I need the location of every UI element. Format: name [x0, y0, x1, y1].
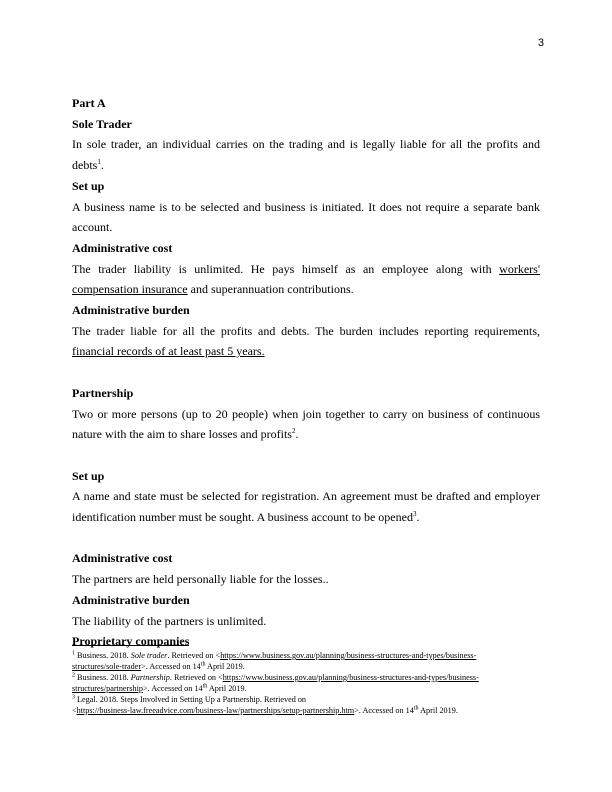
sole-trader-heading: Sole Trader: [72, 116, 132, 131]
ordinal-suffix: th: [413, 705, 419, 712]
footnote-retrieved: . Retrieved on <: [167, 651, 221, 660]
footnote-year: April 2019.: [207, 684, 247, 693]
footnote-year: April 2019.: [205, 662, 245, 671]
page-number: 3: [537, 37, 544, 49]
footnote-link[interactable]: structures/sole-trader: [72, 662, 142, 671]
document-body: [72, 93, 540, 652]
partnership-setup-line2: [72, 507, 540, 528]
footnote-year: April 2019.: [418, 706, 458, 715]
footnote-link[interactable]: https://www.business.gov.au/planning/business-structures-and-types/business-: [222, 673, 479, 682]
period: .: [100, 158, 104, 173]
footnote-ref-1[interactable]: 1: [97, 158, 101, 167]
sole-trader-intro-line1: In sole trader, an individual carries on the trading and is legally liable for all the profits and: [72, 137, 540, 152]
admin-cost-text: The trader liability is unlimited. He pays himself as an employee along with: [72, 261, 492, 276]
ordinal-suffix: th: [202, 683, 208, 690]
footnotes: [72, 645, 540, 716]
sole-trader-setup-line2: account.: [72, 220, 113, 235]
spacer: [72, 445, 540, 466]
footnote-2: [72, 672, 540, 694]
sole-trader-setup-line1: A business name is to be selected and business is initiated. It does not require a separate bank: [72, 199, 540, 214]
footnote-link[interactable]: https://business-law.freeadvice.com/business-law/partnerships/setup-partnership.htm: [76, 706, 355, 715]
sole-trader-setup-heading: Set up: [72, 178, 105, 193]
workers-link[interactable]: workers': [499, 261, 540, 276]
spacer: [72, 362, 540, 383]
period: .: [295, 427, 299, 442]
sole-trader-admin-cost-heading: Administrative cost: [72, 240, 173, 255]
footnote-3: [72, 694, 540, 716]
spacer: [72, 528, 540, 549]
footnote-number: 3: [72, 694, 75, 701]
sole-trader-admin-cost-line2: [72, 279, 540, 300]
footnote-1: [72, 650, 540, 672]
sole-trader-intro-text: debts: [72, 158, 98, 173]
partnership-admin-burden-text: The liability of the partners is unlimited.: [72, 613, 267, 628]
footnote-source: Legal. 2018. Steps Involved in Setting Up a Partnership. Retrieved on: [77, 695, 307, 704]
footnote-number: 1: [72, 650, 75, 657]
partnership-heading: Partnership: [72, 385, 134, 400]
partnership-admin-cost-text: The partners are held personally liable for the losses..: [72, 572, 329, 587]
footnote-ref-3[interactable]: 3: [412, 510, 417, 519]
partnership-setup-line1: A name and state must be selected for registration. An agreement must be drafted and employer: [72, 489, 540, 504]
sole-trader-admin-burden-line1: The trader liable for all the profits and debts. The burden includes reporting requirements,: [72, 323, 540, 338]
sole-trader-admin-burden-line2: [72, 341, 540, 362]
footnote-ref-2[interactable]: 2: [291, 427, 296, 436]
admin-cost-rest: and superannuation contributions.: [190, 282, 354, 297]
footnote-link[interactable]: https://www.business.gov.au/planning/business-structures-and-types/business-: [220, 651, 477, 660]
partnership-setup-heading: Set up: [72, 468, 105, 483]
footnote-title: Partnership: [130, 673, 170, 682]
sole-trader-admin-burden-heading: Administrative burden: [72, 303, 190, 318]
partnership-setup-text: identification number must be sought. A business account to be opened: [72, 510, 413, 525]
financial-records-link[interactable]: financial records of at least past 5 years.: [72, 344, 265, 359]
sole-trader-intro-line2: [72, 155, 540, 176]
footnote-retrieved: . Retrieved on <: [169, 673, 223, 682]
footnote-bracket: <: [72, 706, 77, 715]
footnote-title: Sole trader: [130, 651, 168, 660]
ordinal-suffix: th: [200, 661, 206, 668]
footnote-accessed: >. Accessed on 14: [354, 706, 414, 715]
partnership-admin-cost-heading: Administrative cost: [72, 551, 173, 566]
footnote-accessed: >. Accessed on 14: [141, 662, 201, 671]
proprietary-companies-heading: Proprietary companies: [72, 634, 190, 649]
footnote-link[interactable]: structures/partnership: [72, 684, 143, 693]
footnote-separator: [72, 645, 189, 646]
partnership-intro-text: nature with the aim to share losses and profits: [72, 427, 292, 442]
partnership-intro-line1: Two or more persons (up to 20 people) when join together to carry on business of continuous: [72, 406, 540, 421]
footnote-accessed: >. Accessed on 14: [142, 684, 203, 693]
compensation-insurance-link[interactable]: compensation insurance: [72, 282, 188, 297]
sole-trader-admin-cost-line1: [72, 259, 540, 280]
period: .: [416, 510, 420, 525]
footnote-number: 2: [72, 672, 75, 679]
part-a-heading: Part A: [72, 96, 106, 110]
footnote-source: Business. 2018.: [77, 673, 129, 682]
partnership-admin-burden-heading: Administrative burden: [72, 592, 190, 607]
footnote-source: Business. 2018.: [77, 651, 129, 660]
partnership-intro-line2: [72, 424, 540, 445]
